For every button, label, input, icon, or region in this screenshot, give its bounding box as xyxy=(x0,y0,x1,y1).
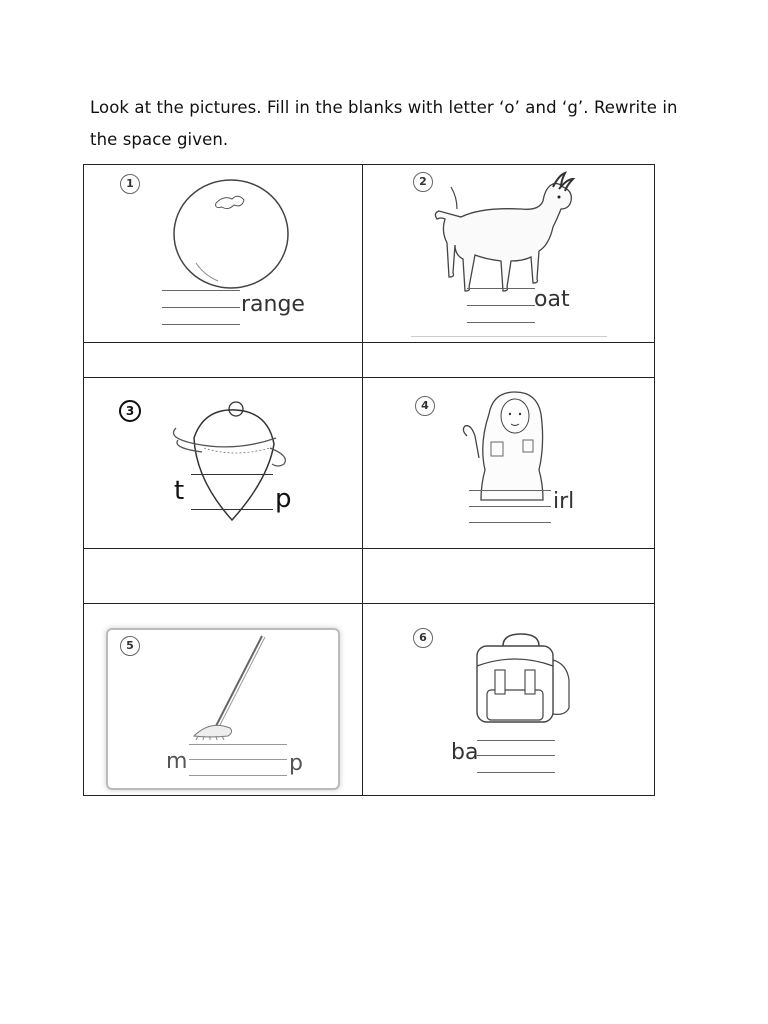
word-prefix-5: m xyxy=(166,749,188,774)
spinning-top-icon xyxy=(84,378,362,548)
blank-line xyxy=(477,755,555,756)
blank-line xyxy=(191,474,273,475)
blank-line xyxy=(162,324,240,325)
item-cell-4 xyxy=(363,378,656,548)
rewrite-space-1[interactable] xyxy=(84,343,362,377)
blank-line xyxy=(469,506,551,507)
word-suffix-3: p xyxy=(275,484,292,514)
blank-line xyxy=(477,740,555,741)
item-number-3: 3 xyxy=(119,400,141,422)
item-number-5: 5 xyxy=(120,636,140,656)
orange-icon xyxy=(84,165,362,342)
item-cell-3 xyxy=(84,378,362,548)
item-number-6: 6 xyxy=(413,628,433,648)
item-number-2: 2 xyxy=(413,172,433,192)
word-fragment-4: irl xyxy=(553,489,575,514)
item-cell-5 xyxy=(84,604,362,797)
word-fragment-2: oat xyxy=(534,287,570,312)
word-suffix-5: p xyxy=(289,751,303,776)
word-fragment-1: range xyxy=(241,292,305,317)
blank-line xyxy=(189,775,287,776)
blank-line xyxy=(467,322,535,323)
item-cell-2 xyxy=(363,165,656,342)
rewrite-space-4[interactable] xyxy=(363,549,656,603)
blank-line xyxy=(477,772,555,773)
faint-guide-line xyxy=(411,336,607,337)
blank-line xyxy=(469,522,551,523)
rewrite-space-2[interactable] xyxy=(363,343,656,377)
blank-line xyxy=(189,759,287,760)
item-number-1: 1 xyxy=(120,174,140,194)
blank-line xyxy=(467,305,535,306)
bag-icon xyxy=(363,604,656,797)
item-cell-1 xyxy=(84,165,362,342)
blank-line xyxy=(469,490,551,491)
blank-line xyxy=(189,744,287,745)
item-number-4: 4 xyxy=(415,396,435,416)
rewrite-space-3[interactable] xyxy=(84,549,362,603)
word-prefix-3: t xyxy=(174,476,185,506)
blank-line xyxy=(162,307,240,308)
instructions-text: Look at the pictures. Fill in the blanks with letter ‘o’ and ‘g’. Rewrite in the space given. xyxy=(90,98,678,149)
word-prefix-6: ba xyxy=(451,740,479,765)
item-cell-6 xyxy=(363,604,656,797)
blank-line xyxy=(467,288,535,289)
mop-icon xyxy=(84,604,362,797)
blank-line xyxy=(162,290,240,291)
worksheet-table xyxy=(83,164,655,796)
blank-line xyxy=(191,509,273,510)
goat-icon xyxy=(363,165,656,342)
